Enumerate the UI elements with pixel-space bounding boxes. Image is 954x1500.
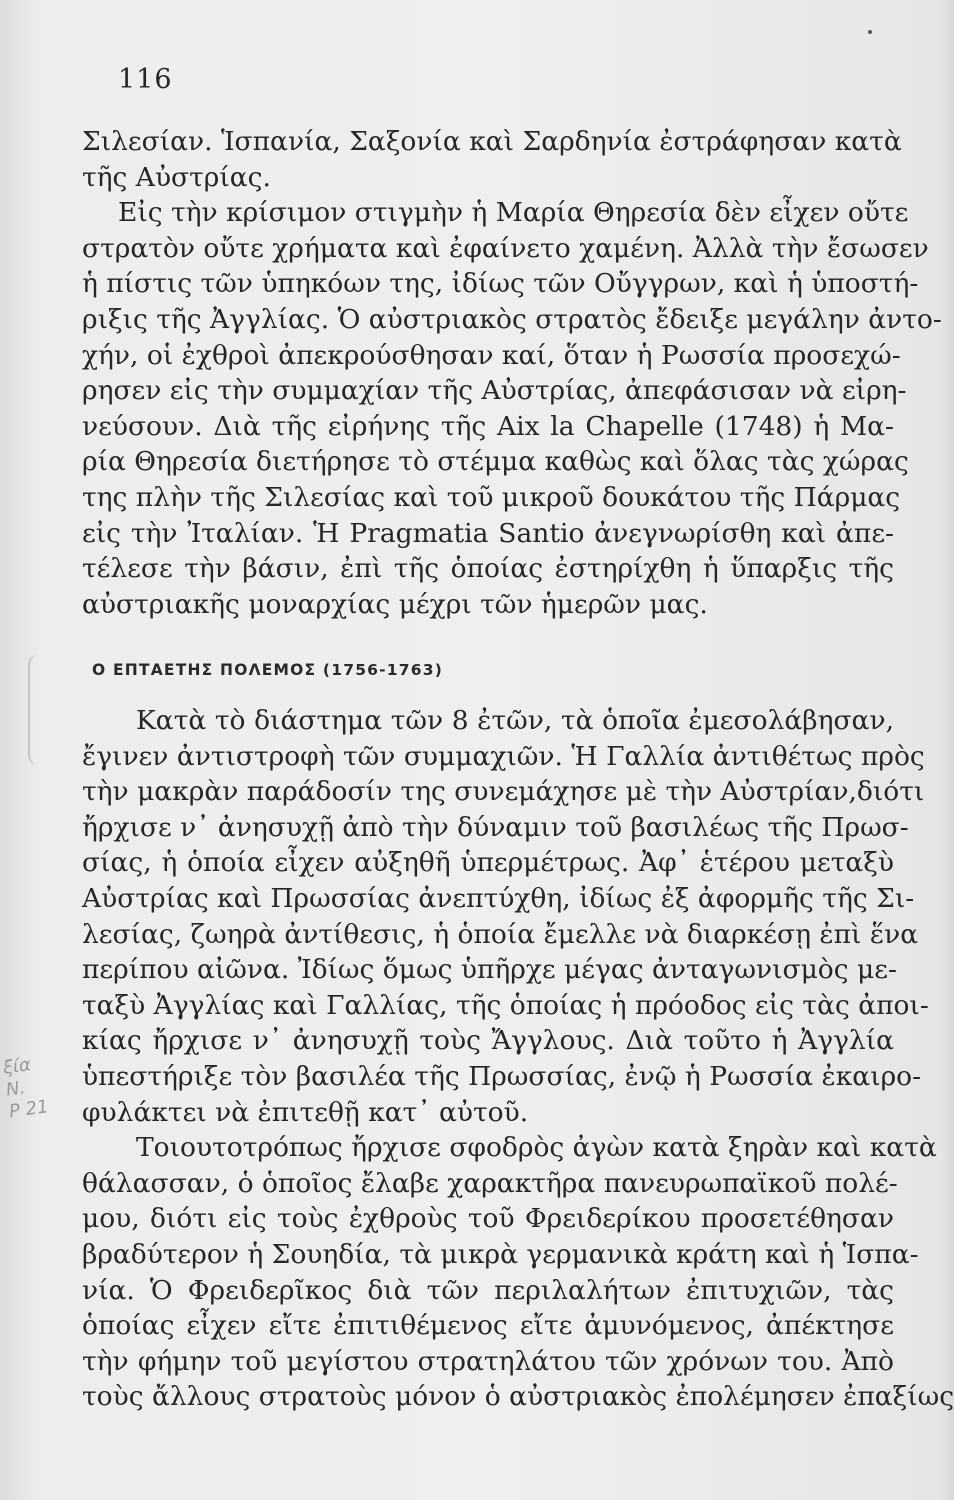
text-line: ρία Θηρεσία διετήρησε τὸ στέμμα καθὼς καὶ ὅλας τὰς χώρας: [82, 446, 909, 478]
text-line: ταξὺ Ἀγγλίας καὶ Γαλλίας, τῆς ὁποίας ἡ πρόοδος εἰς τὰς ἀποι-: [82, 989, 929, 1021]
text-line: ὑπεστήριξε τὸν βασιλέα τῆς Πρωσσίας, ἐνῷ ἡ Ρωσσία ἐκαιρο-: [82, 1060, 922, 1092]
text-line: λεσίας, ζωηρὰ ἀντίθεσις, ἡ ὁποία ἔμελλε νὰ διαρκέσῃ ἐπὶ ἕνα: [82, 918, 919, 950]
text-line: τῆς Αὐστρίας.: [82, 161, 271, 193]
text-line: Τοιουτοτρόπως ἤρχισε σφοδρὸς ἀγὼν κατὰ ξηρὰν καὶ κατὰ: [136, 1132, 937, 1164]
text-line: κίας ἤρχισε ν᾽ ἀνησυχῇ τοὺς Ἄγγλους. Διὰ τοῦτο ἡ Ἀγγλία: [82, 1025, 894, 1057]
handwritten-margin-note: [2, 1053, 50, 1124]
text-line: ρησεν εἰς τὴν συμμαχίαν τῆς Αὐστρίας, ἀπεφάσισαν νὰ εἰρη-: [82, 375, 907, 407]
text-line: Σιλεσίαν. Ἱσπανία, Σαξονία καὶ Σαρδηνία ἐστράφησαν κατὰ: [82, 126, 902, 157]
text-line: χήν, οἱ ἐχθροὶ ἀπεκρούσθησαν καί, ὅταν ἡ Ρωσσία προσεχώ-: [82, 339, 901, 371]
margin-note-text: ξία N. P 21: [1, 1054, 50, 1123]
text-line: τοὺς ἄλλους στρατοὺς μόνον ὁ αὐστριακὸς ἐπολέμησεν ἐπαξίως: [82, 1381, 954, 1413]
text-line: αὐστριακῆς μοναρχίας μέχρι τῶν ἡμερῶν μας.: [82, 588, 708, 620]
text-line: της πλὴν τῆς Σιλεσίας καὶ τοῦ μικροῦ δουκάτου τῆς Πάρμας: [82, 481, 901, 513]
text-line: μου, διότι εἰς τοὺς ἐχθροὺς τοῦ Φρειδερίκου προσετέθησαν: [82, 1203, 894, 1235]
text-line: θάλασσαν, ὁ ὁποῖος ἔλαβε χαρακτῆρα πανευρωπαϊκοῦ πολέ-: [82, 1167, 898, 1199]
text-line: Εἰς τὴν κρίσιμον στιγμὴν ἡ Μαρία Θηρεσία δὲν εἶχεν οὔτε: [118, 197, 909, 229]
text-line: νία. Ὁ Φρειδερῖκος διὰ τῶν περιλαλήτων ἐπιτυχιῶν, τὰς: [82, 1274, 894, 1306]
paragraph-block-1: [82, 124, 942, 622]
text-line: στρατὸν οὔτε χρήματα καὶ ἐφαίνετο χαμένη. Ἀλλὰ τὴν ἔσωσεν: [82, 232, 929, 264]
text-line: τὴν φήμην τοῦ μεγίστου στρατηλάτου τῶν χρόνων του. Ἀπὸ: [82, 1345, 894, 1377]
text-line: ἡ πίστις τῶν ὑπηκόων της, ἰδίως τῶν Οὔγγρων, καὶ ἡ ὑποστή-: [82, 268, 919, 300]
paragraph-block-2: [82, 703, 954, 1415]
text-line: ριξις τῆς Ἀγγλίας. Ὁ αὐστριακὸς στρατὸς ἔδειξε μεγάλην ἀντο-: [82, 303, 942, 335]
text-line: νεύσουν. Διὰ τῆς εἰρήνης τῆς Aix la Chapelle (1748) ἡ Μα-: [82, 410, 894, 442]
text-line: ὁποίας εἶχεν εἴτε ἐπιτιθέμενος εἴτε ἀμυνόμενος, ἀπέκτησε: [82, 1310, 894, 1342]
page-number: 116: [118, 64, 173, 95]
text-line: τὴν μακρὰν παράδοσίν της συνεμάχησε μὲ τὴν Αὐστρίαν,διότι: [82, 776, 925, 808]
text-line: εἰς τὴν Ἰταλίαν. Ἡ Pragmatia Santio ἀνεγνωρίσθη καὶ ἀπε-: [82, 517, 894, 549]
text-line: Κατὰ τὸ διάστημα τῶν 8 ἐτῶν, τὰ ὁποῖα ἐμεσολάβησαν,: [136, 705, 894, 736]
text-line: βραδύτερον ἡ Σουηδία, τὰ μικρὰ γερμανικὰ κράτη καὶ ἡ Ἱσπα-: [82, 1238, 919, 1270]
text-line: σίας, ἡ ὁποία εἶχεν αὐξηθῆ ὑπερμέτρως. Ἀφ᾽ ἑτέρου μεταξὺ: [82, 847, 894, 879]
text-line: περίπου αἰῶνα. Ἰδίως ὅμως ὑπῆρχε μέγας ἀνταγωνισμὸς με-: [82, 954, 897, 986]
text-line: ἤρχισε ν᾽ ἀνησυχῇ ἀπὸ τὴν δύναμιν τοῦ βασιλέως τῆς Πρωσ-: [82, 811, 909, 843]
margin-bracket-mark: [28, 655, 44, 765]
section-heading: Ο ΕΠΤΑΕΤΗΣ ΠΟΛΕΜΟΣ (1756-1763): [92, 661, 444, 679]
text-line: Αὐστρίας καὶ Πρωσσίας ἀνεπτύχθη, ἰδίως ἐξ ἀφορμῆς τῆς Σι-: [82, 882, 915, 914]
text-line: ἔγινεν ἀντιστροφὴ τῶν συμμαχιῶν. Ἡ Γαλλία ἀντιθέτως πρὸς: [82, 740, 925, 772]
ink-dot: [868, 30, 872, 34]
text-line: φυλάκτει νὰ ἐπιτεθῇ κατ᾽ αὐτοῦ.: [82, 1096, 529, 1128]
text-line: τέλεσε τὴν βάσιν, ἐπὶ τῆς ὁποίας ἐστηρίχθη ἡ ὕπαρξις τῆς: [82, 553, 894, 585]
